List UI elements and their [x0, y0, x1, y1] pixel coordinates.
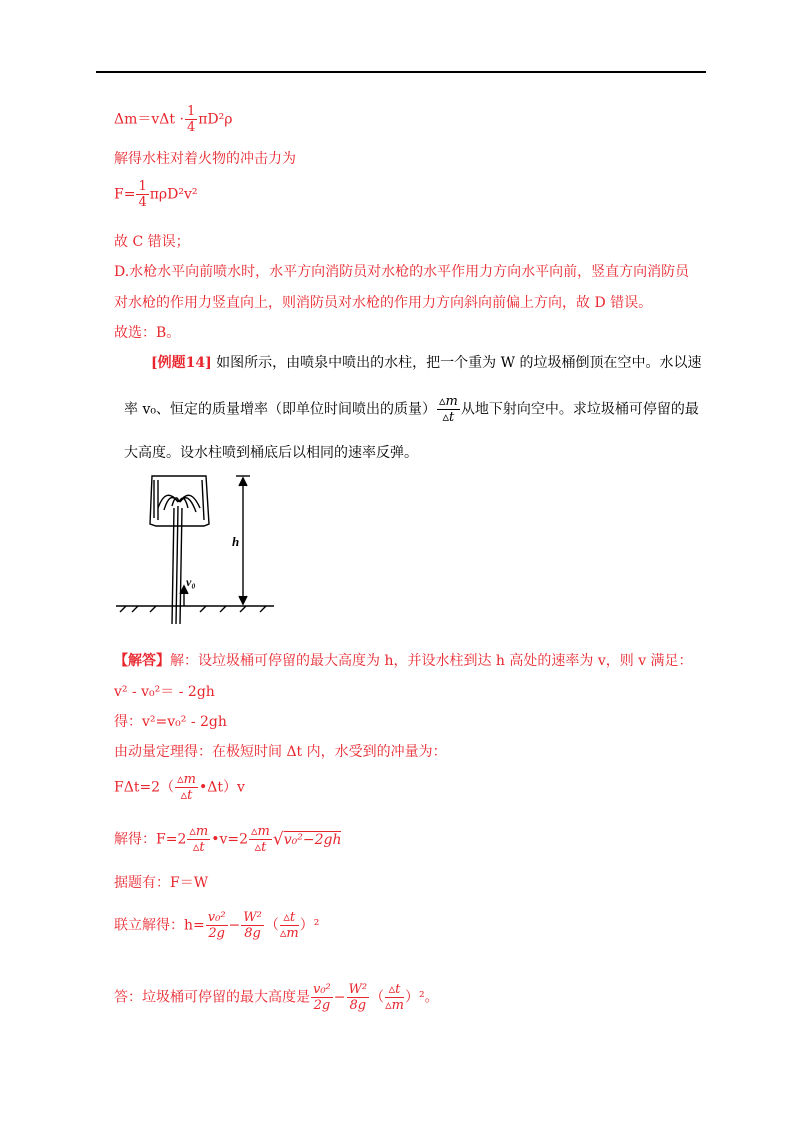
impact-force-text: 解得水柱对着火物的冲击力为: [114, 151, 296, 167]
equation-2: 得：v²=v₀² - 2gh: [114, 714, 227, 730]
height-label: h: [232, 534, 240, 549]
given-condition: 据题有：F＝W: [114, 875, 209, 891]
velocity-label: v₀: [186, 575, 196, 589]
combined-solution: 联立解得：h= $\frac{\text{v₀²}}{2g}$ − $\frac{\text{W²}}{8g}$ （ $\frac{▵t}{▵m}$ ）²: [114, 910, 320, 941]
final-answer: 答：垃圾桶可停留的最大高度是 $\frac{\text{v₀²}}{2g}$ − $\frac{\text{W²}}{8g}$ （ $\frac{▵t}{▵m}$ ）²。: [114, 982, 439, 1013]
impulse-equation: FΔt=2（ $\frac{▵m}{▵t}$ •Δt）v: [114, 772, 245, 803]
example-14-line2: 率 v₀、恒定的质量增率（即单位时间喷出的质量） $\frac{▵m}{▵t}$ 从地下射向空中。求垃圾桶可停留的最: [124, 394, 699, 425]
force-solution-equation: 解得：F=2 $\frac{▵m}{▵t}$ •v=2 $\frac{▵m}{▵t}$ √v₀²−2gh: [114, 824, 342, 855]
answer-choice: 故选：B。: [114, 325, 181, 341]
solution-tag: 【解答】: [114, 653, 170, 669]
option-d-line1: D.水枪水平向前喷水时，水平方向消防员对水枪的水平作用力方向水平向前，竖直方向消防员: [114, 264, 690, 280]
equation-1: v² - v₀²＝ - 2gh: [114, 684, 215, 700]
header-rule: [96, 71, 706, 73]
option-d-line2: 对水枪的作用力竖直向上，则消防员对水枪的作用力方向斜向前偏上方向，故 D 错误。: [114, 295, 653, 311]
fountain-figure: [110, 468, 280, 630]
example-tag: [例题14]: [151, 355, 212, 371]
example-14-line1: [例题14] 如图所示，由喷泉中喷出的水柱，把一个重为 W 的垃圾桶倒顶在空中。水以速: [151, 355, 702, 371]
delta-m-equation: Δm＝vΔt · $\frac{1}{4}$ πD²ρ: [114, 104, 233, 135]
momentum-theorem-text: 由动量定理得：在极短时间 Δt 内，水受到的冲量为：: [114, 744, 447, 760]
example-14-line3: 大高度。设水柱喷到桶底后以相同的速率反弹。: [124, 445, 418, 461]
option-c-wrong: 故 C 错误；: [114, 234, 190, 250]
solution-intro: 【解答】解：设垃圾桶可停留的最大高度为 h，并设水柱到达 h 高处的速率为 v，则 v 满足：: [114, 653, 693, 669]
force-equation: F= $\frac{1}{4}$ πρD²v²: [114, 179, 198, 210]
